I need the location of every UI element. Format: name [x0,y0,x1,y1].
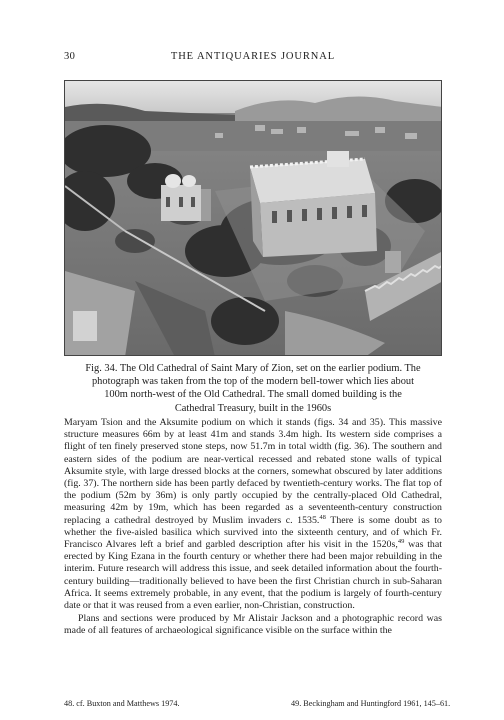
footnote-ref: 48 [319,513,326,521]
paragraph-text: There is some doubt as to whether the five-aisled basilica which survived into the sixteenth century, and of which Fr. Francisco Alvares left a brief and garbled description after his visit in the 1520s, [64,514,442,551]
figure-photograph [64,80,442,356]
page-number: 30 [64,51,76,62]
figure-caption: Fig. 34. The Old Cathedral of Saint Mary of Zion, set on the earlier podium. The photograph was taken from the top of the modern bell-tower which lies about 100m north-west of the Old Cathedral. The small domed building is the Cathedral Treasury, built in the 1960s [85,363,421,414]
paragraph [64,417,442,612]
running-title: THE ANTIQUARIES JOURNAL [170,51,336,62]
paragraph-text: Maryam Tsion and the Aksumite podium on which it stands (figs. 34 and 35). This massive structure measures 66m by at least 41m and stands 3.4m high. Its western side comprises a flight of ten finely preserved stone steps, now 51.7m in total width (fig. 36). The southern and eastern sides of the podium are near-vertical recessed and rebated stone walls of typical Aksumite style, with large dressed blocks at the corners, somewhat obscured by later additions (fig. 37). The northern side has been partly defaced by twentieth-century works. The flat top of the podium (52m by 36m) is only partly occupied by the centrally-placed Old Cathedral, measuring 42m by 19m, which has been regarded as a seventeenth-century construction replacing a cathedral destroyed by Muslim invaders c. 1535. [64,417,442,526]
body-text [64,417,442,637]
paragraph-text: was that erected by King Ezana in the fourth century or whether there had been major rebuilding in the interim. Future research will address this issue, and seek detailed information about the fourth-century building—traditionally believed to have been the first Christian church in sub-Saharan Africa. It seems extremely probable, in any event, that the podium is largely of fourth-century date or that it was reused from a even earlier, non-Christian, construction. [64,539,442,612]
footnote-ref: 49 [397,538,405,546]
footnotes [64,698,451,710]
footnote-48: 48. cf. Buxton and Matthews 1974. [64,699,180,708]
running-header [64,51,442,67]
cathedral-aerial-photo [65,81,442,356]
footnote-49: 49. Beckingham and Huntingford 1961, 145–61. [291,699,451,708]
paragraph: Plans and sections were produced by Mr Alistair Jackson and a photographic record was made of all features of archaeological significance visible on the surface within the [64,612,442,636]
